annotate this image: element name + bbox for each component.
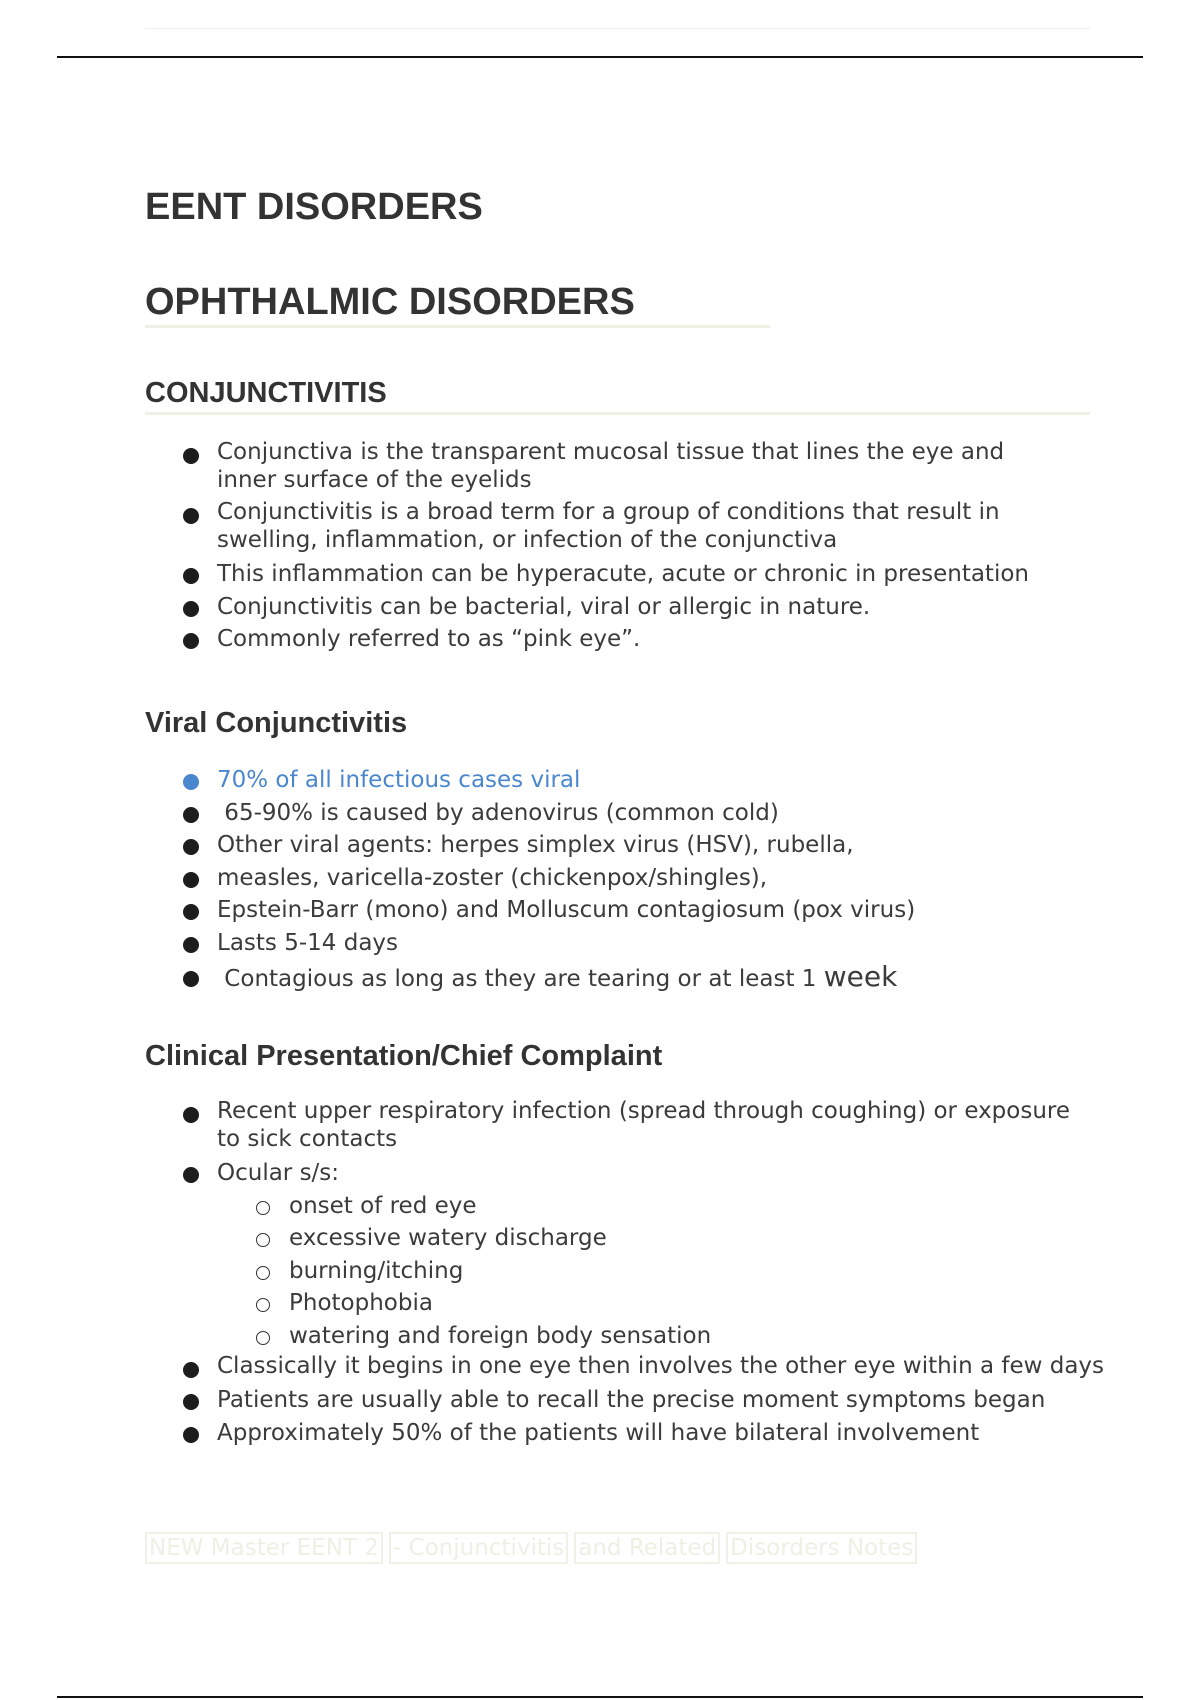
list-item: Conjunctivitis is a broad term for a group of conditions that result in swelling, inflammation, or infection of the conjunctiva [145, 498, 1037, 558]
bullet-icon [183, 508, 199, 524]
conjunctivitis-heading: CONJUNCTIVITIS [145, 377, 387, 409]
circle-bullet-icon [256, 1266, 270, 1280]
bullet-icon [183, 568, 199, 584]
conjunctivitis-underline [145, 412, 1090, 415]
clinical-list [145, 1097, 1105, 1449]
circle-bullet-icon [256, 1201, 270, 1215]
document-title: EENT DISORDERS [145, 186, 483, 228]
bullet-icon [183, 1362, 199, 1378]
top-rule [57, 56, 1143, 58]
list-item: Epstein-Barr (mono) and Molluscum contagiosum (pox virus) [145, 894, 1095, 927]
viral-list [145, 764, 1095, 997]
bullet-icon [183, 1167, 199, 1183]
bullet-icon [183, 633, 199, 649]
circle-bullet-icon [256, 1298, 270, 1312]
bullet-icon [183, 448, 199, 464]
section-title: OPHTHALMIC DISORDERS [145, 281, 635, 323]
list-item-highlight: 70% of all infectious cases viral [145, 764, 1095, 797]
bullet-icon [183, 937, 199, 953]
bullet-icon [183, 1427, 199, 1443]
list-item: Contagious as long as they are tearing or at least 1 week [145, 959, 1095, 997]
sub-list-item: watering and foreign body sensation [145, 1320, 1095, 1353]
list-item: Conjunctiva is the transparent mucosal tissue that lines the eye and inner surface of the eyelids [145, 438, 1037, 498]
footer-watermark: NEW Master EENT 2 - Conjunctivitis and Related Disorders Notes [145, 1532, 923, 1564]
bullet-icon [183, 1394, 199, 1410]
conjunctivitis-list [145, 438, 1095, 656]
circle-bullet-icon [256, 1331, 270, 1345]
list-item: Lasts 5-14 days [145, 927, 1095, 960]
list-item: Commonly referred to as “pink eye”. [145, 623, 1095, 656]
bullet-icon [183, 807, 199, 823]
list-item: Conjunctivitis can be bacterial, viral or allergic in nature. [145, 591, 1095, 624]
list-item: Recent upper respiratory infection (spread through coughing) or exposure to sick contacts [145, 1097, 1077, 1157]
section-underline [145, 325, 770, 328]
list-item: Patients are usually able to recall the precise moment symptoms began [145, 1384, 1095, 1417]
sub-list-item: burning/itching [145, 1255, 1095, 1288]
sub-list-item: excessive watery discharge [145, 1222, 1095, 1255]
bullet-icon [183, 774, 199, 790]
list-item: Classically it begins in one eye then involves the other eye within a few days [145, 1352, 1167, 1384]
list-item: 65-90% is caused by adenovirus (common cold) [145, 797, 1095, 830]
bullet-icon [183, 1107, 199, 1123]
list-item: Approximately 50% of the patients will have bilateral involvement [145, 1417, 1095, 1450]
circle-bullet-icon [256, 1233, 270, 1247]
sub-list-item: Photophobia [145, 1287, 1095, 1320]
bullet-icon [183, 904, 199, 920]
bullet-icon [183, 601, 199, 617]
list-item: Other viral agents: herpes simplex virus (HSV), rubella, [145, 829, 1095, 862]
viral-heading: Viral Conjunctivitis [145, 707, 408, 739]
clinical-heading: Clinical Presentation/Chief Complaint [145, 1040, 663, 1072]
list-item: measles, varicella-zoster (chickenpox/shingles), [145, 862, 1095, 895]
list-item: Ocular s/s: [145, 1157, 1095, 1190]
bullet-icon [183, 872, 199, 888]
list-item: This inflammation can be hyperacute, acute or chronic in presentation [145, 558, 1095, 591]
header-faint-line [145, 28, 1090, 29]
sub-list-item: onset of red eye [145, 1190, 1095, 1223]
bullet-icon [183, 839, 199, 855]
bullet-icon [183, 971, 199, 987]
bottom-rule [57, 1696, 1143, 1698]
